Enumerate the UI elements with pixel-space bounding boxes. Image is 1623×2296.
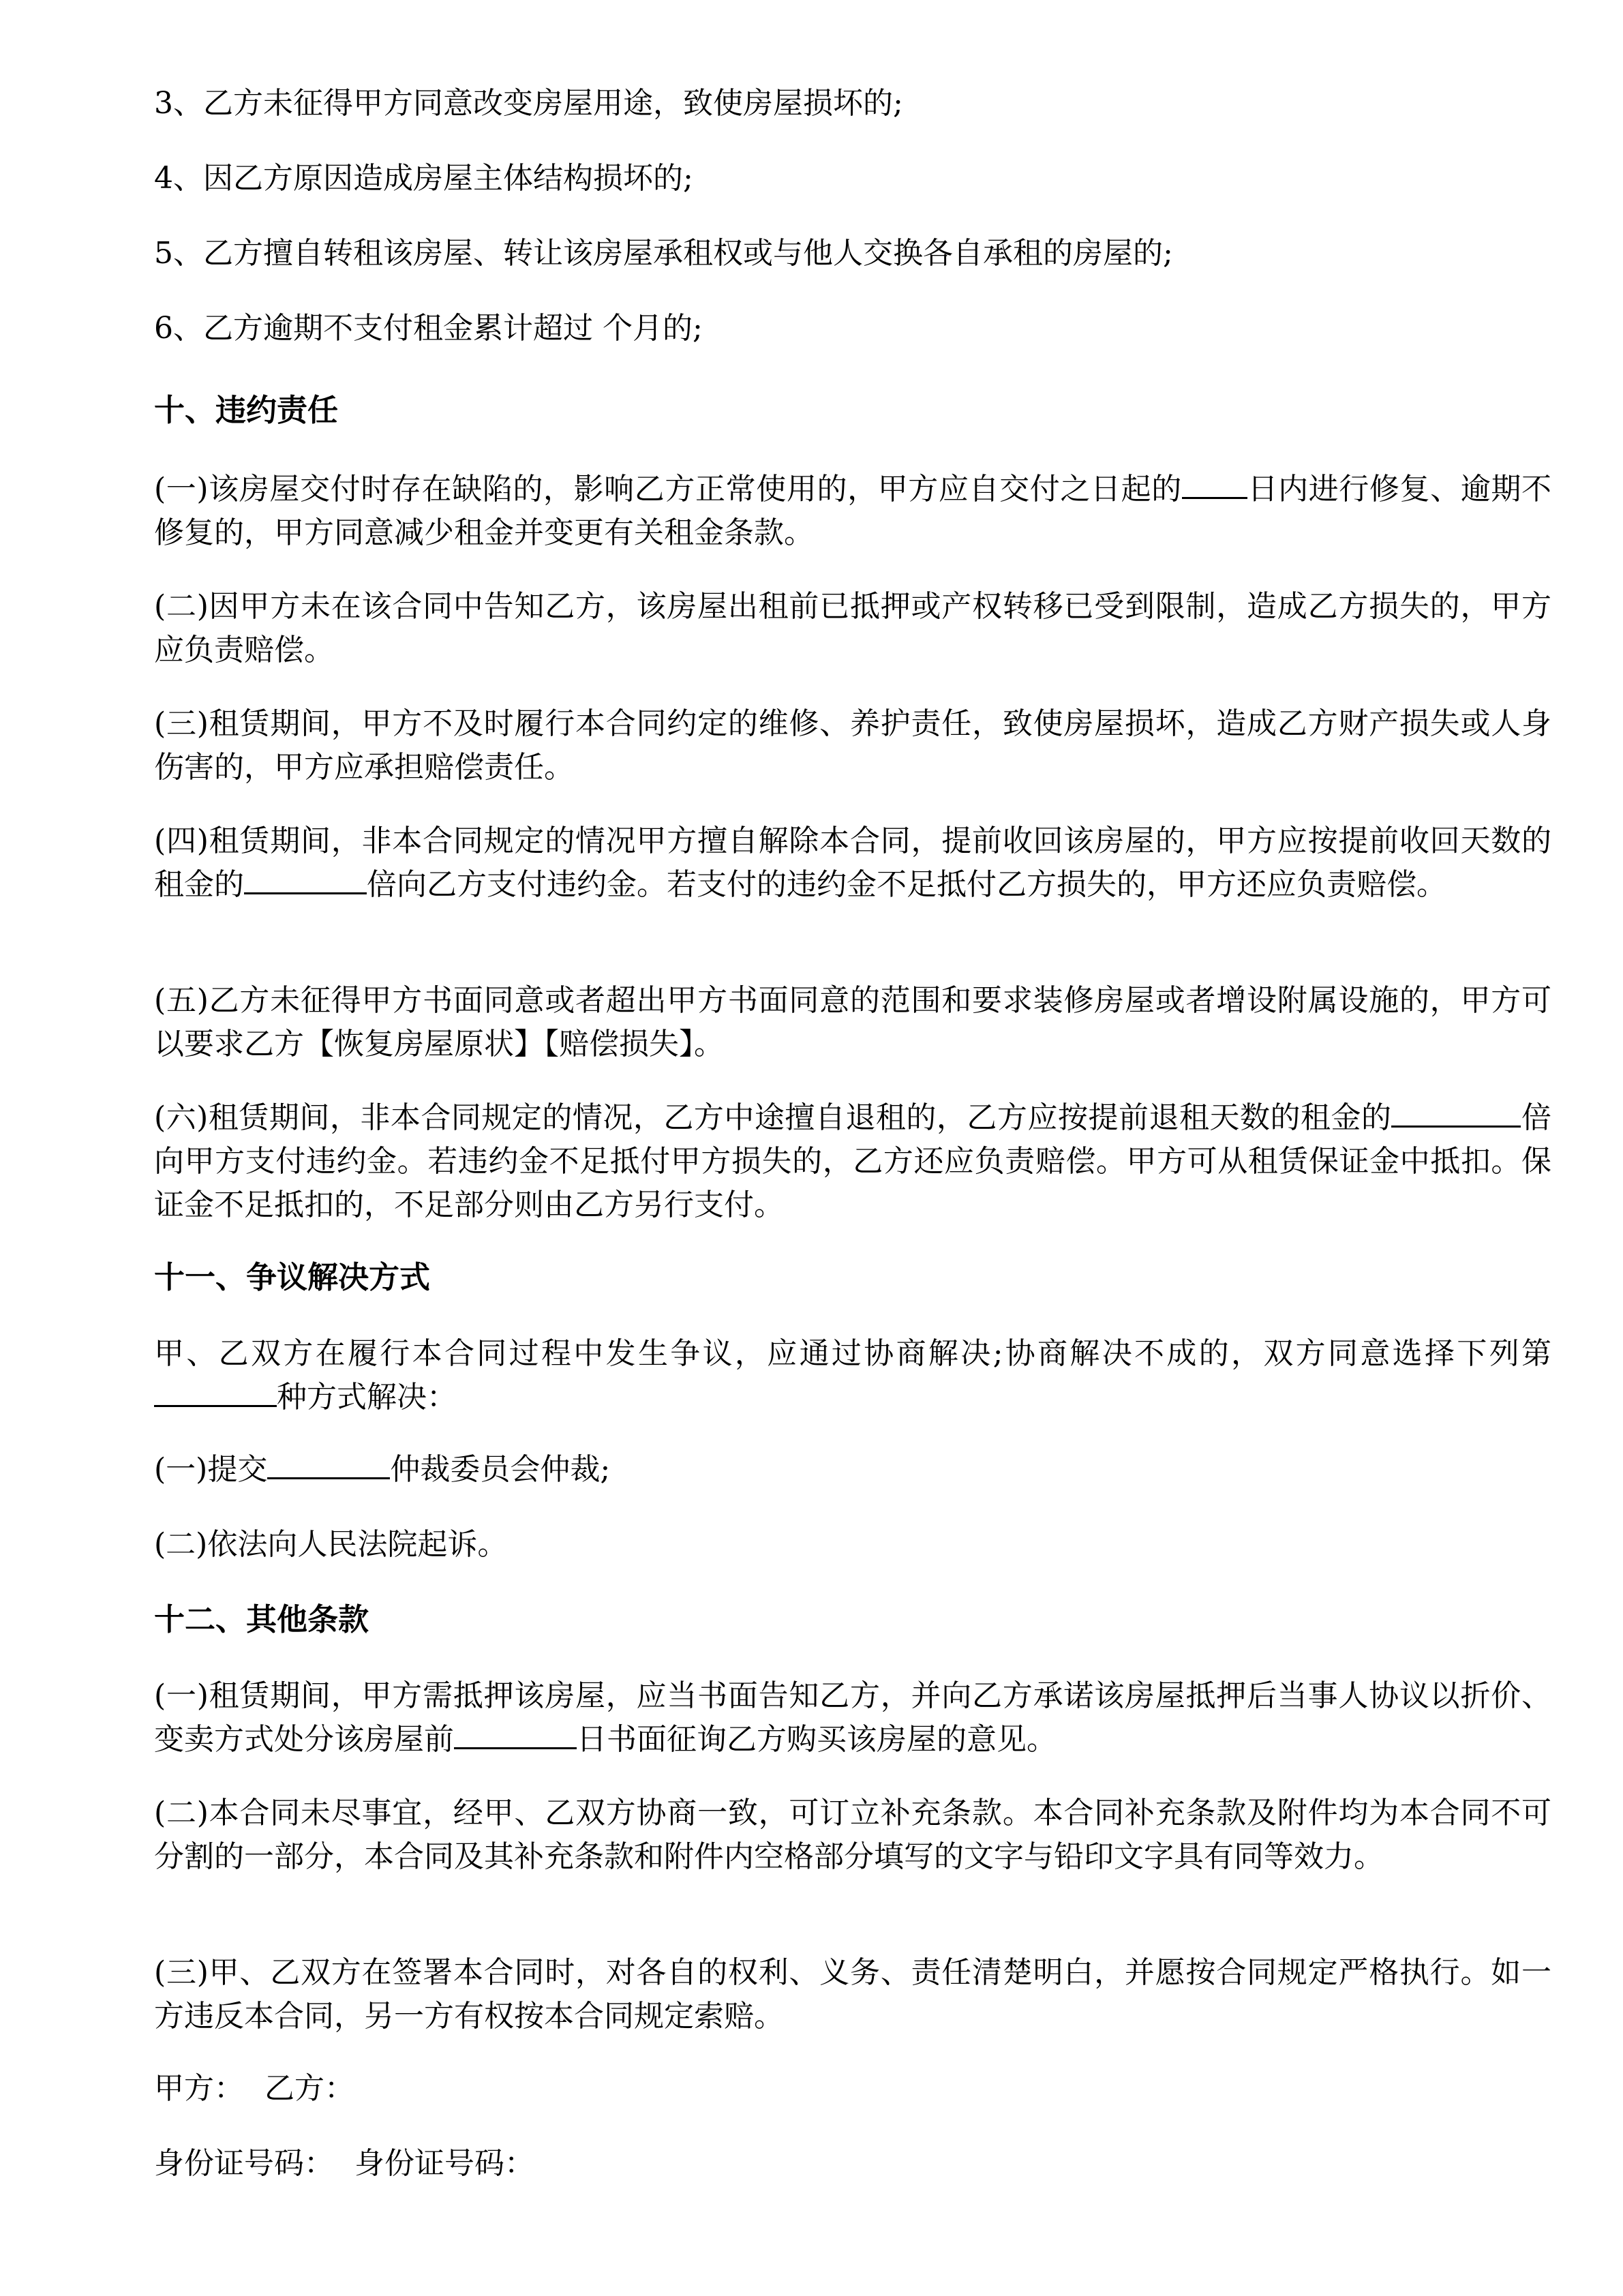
section-10-title: 十、违约责任 [154, 392, 339, 428]
section-11-option-1 [154, 1449, 1545, 1490]
section-10-para-1-end: 日内进行修复、逾期不修复的，甲方同意减少租金并变更有关租金条款。 [154, 472, 1551, 550]
section-11-title: 十一、争议解决方式 [154, 1259, 431, 1295]
fill-blank[interactable] [1182, 470, 1247, 499]
signature-parties [154, 2068, 1545, 2109]
section-12-title: 十二、其他条款 [154, 1601, 369, 1637]
section-10-para-4-start: (四)租赁期间，非本合同规定的情况甲方擅自解除本合同，提前收回该房屋的，甲方应按提前收回天数的租金的 [154, 824, 1551, 902]
section-12-para-1-start: (一)租赁期间，甲方需抵押该房屋，应当书面告知乙方，并向乙方承诺该房屋抵押后当事人协议以折价、变卖方式处分该房屋前 [154, 1678, 1551, 1757]
section-12-para-1 [154, 1674, 1551, 1762]
party-b-label: 乙方： [264, 2071, 354, 2106]
clause-item-5: 5、乙方擅自转租该房屋、转让该房屋承租权或与他人交换各自承租的房屋的; [154, 236, 1173, 271]
section-10-para-6 [154, 1096, 1551, 1227]
party-a-id-label: 身份证号码： [154, 2146, 334, 2181]
section-10-para-1-start: (一)该房屋交付时存在缺陷的，影响乙方正常使用的，甲方应自交付之日起的 [154, 472, 1182, 507]
section-12-para-2: (二)本合同未尽事宜，经甲、乙双方协商一致，可订立补充条款。本合同补充条款及附件均为本合同不可分割的一部分，本合同及其补充条款和附件内空格部分填写的文字与铅印文字具有同等效力。 [154, 1796, 1551, 1874]
fill-blank[interactable] [154, 1378, 277, 1407]
section-10-para-2: (二)因甲方未在该合同中告知乙方，该房屋出租前已抵押或产权转移已受到限制，造成乙方损失的，甲方应负责赔偿。 [154, 589, 1551, 667]
section-12-para-1-end: 日书面征询乙方购买该房屋的意见。 [577, 1722, 1057, 1757]
section-11-option-1-start: (一)提交 [154, 1452, 268, 1487]
signature-ids [154, 2143, 1545, 2184]
fill-blank[interactable] [244, 865, 367, 894]
section-10-para-4 [154, 819, 1551, 907]
section-10-para-3: (三)租赁期间，甲方不及时履行本合同约定的维修、养护责任，致使房屋损坏，造成乙方财产损失或人身伤害的，甲方应承担赔偿责任。 [154, 706, 1551, 785]
fill-blank[interactable] [267, 1450, 390, 1479]
section-10-para-4-end: 倍向乙方支付违约金。若支付的违约金不足抵付乙方损失的，甲方还应负责赔偿。 [367, 867, 1446, 902]
section-10-para-6-end: 倍向甲方支付违约金。若违约金不足抵付甲方损失的，乙方还应负责赔偿。甲方可从租赁保证金中抵扣。保证金不足抵扣的，不足部分则由乙方另行支付。 [154, 1100, 1551, 1222]
party-b-id-label: 身份证号码： [354, 2146, 534, 2181]
section-11-para-1-start: 甲、乙双方在履行本合同过程中发生争议，应通过协商解决;协商解决不成的，双方同意选择下列第 [154, 1336, 1551, 1371]
section-11-option-1-end: 仲裁委员会仲裁; [390, 1452, 611, 1487]
clause-item-6: 6、乙方逾期不支付租金累计超过 个月的; [154, 311, 703, 346]
section-11-option-2: (二)依法向人民法院起诉。 [154, 1527, 508, 1562]
section-11-para-1-end: 种方式解决： [277, 1380, 457, 1415]
clause-item-3: 3、乙方未征得甲方同意改变房屋用途，致使房屋损坏的; [154, 86, 903, 121]
section-11-para-1 [154, 1332, 1551, 1419]
fill-blank[interactable] [454, 1720, 577, 1749]
clause-item-4: 4、因乙方原因造成房屋主体结构损坏的; [154, 161, 693, 196]
party-a-label: 甲方： [154, 2071, 244, 2106]
section-10-para-1 [154, 468, 1551, 555]
fill-blank[interactable] [1391, 1098, 1521, 1128]
section-12-para-3: (三)甲、乙双方在签署本合同时，对各自的权利、义务、责任清楚明白，并愿按合同规定严格执行。如一方违反本合同，另一方有权按本合同规定索赔。 [154, 1955, 1551, 2034]
section-10-para-6-start: (六)租赁期间，非本合同规定的情况，乙方中途擅自退租的，乙方应按提前退租天数的租金的 [154, 1100, 1392, 1135]
section-10-para-5: (五)乙方未征得甲方书面同意或者超出甲方书面同意的范围和要求装修房屋或者增设附属设施的，甲方可以要求乙方【恢复房屋原状】【赔偿损失】。 [154, 983, 1551, 1061]
